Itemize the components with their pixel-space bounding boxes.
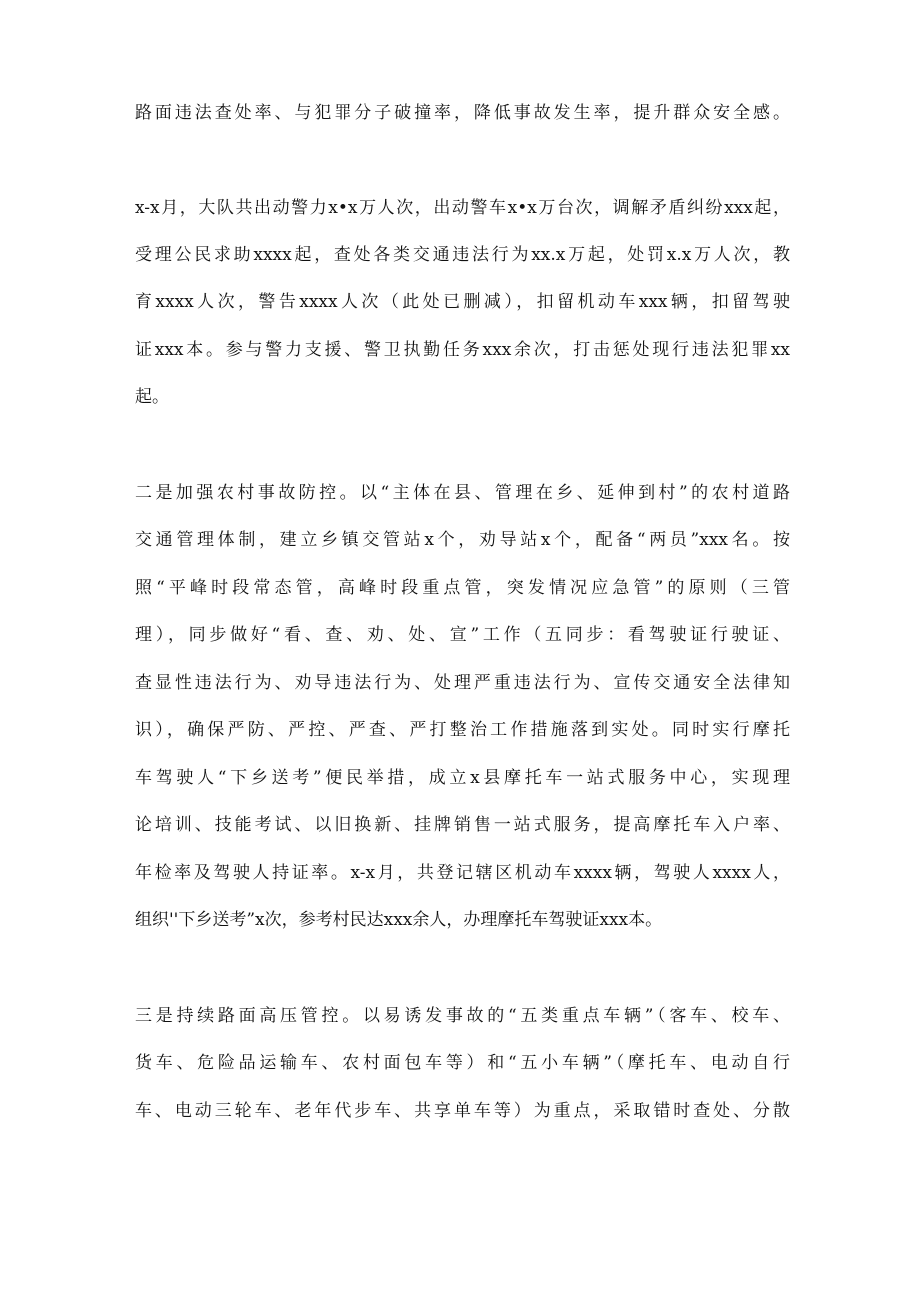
paragraph-line: 三是持续路面高压管控。以易诱发事故的“五类重点车辆”（客车、校车、 <box>135 1006 790 1026</box>
paragraph-line: 起。 <box>135 387 169 407</box>
paragraph-line: 受理公民求助xxxx起，查处各类交通违法行为xx.x万起，处罚x.x万人次，教 <box>135 245 790 265</box>
paragraph-line: 证xxx本。参与警力支援、警卫执勤任务xxx余次，打击惩处现行违法犯罪xx <box>135 340 790 360</box>
paragraph-line: 照“平峰时段常态管，高峰时段重点管，突发情况应急管”的原则（三管 <box>135 578 790 598</box>
paragraph-line: 年检率及驾驶人持证率。x-x月，共登记辖区机动车xxxx辆，驾驶人xxxx人， <box>135 863 790 883</box>
paragraph-line: 车、电动三轮车、老年代步车、共享单车等）为重点，采取错时查处、分散 <box>135 1101 790 1121</box>
paragraph-line: 货车、危险品运输车、农村面包车等）和“五小车辆”（摩托车、电动自行 <box>135 1053 790 1073</box>
paragraph-line: 查显性违法行为、劝导违法行为、处理严重违法行为、宣传交通安全法律知 <box>135 673 790 693</box>
paragraph-line: x-x月，大队共出动警力x•x万人次，出动警车x•x万台次，调解矛盾纠纷xxx起， <box>135 198 790 218</box>
paragraph-line: 理），同步做好“看、查、劝、处、宣”工作（五同步：看驾驶证行驶证、 <box>135 625 790 645</box>
paragraph-line: 路面违法查处率、与犯罪分子破撞率，降低事故发生率，提升群众安全感。 <box>135 103 790 123</box>
paragraph-line: 组织''下乡送考”x次，参考村民达xxx余人，办理摩托车驾驶证xxx本。 <box>135 910 663 930</box>
paragraph-line: 识），确保严防、严控、严查、严打整治工作措施落到实处。同时实行摩托 <box>135 720 790 740</box>
paragraph-line: 论培训、技能考试、以旧换新、挂牌销售一站式服务，提高摩托车入户率、 <box>135 815 790 835</box>
paragraph-line: 育xxxx人次，警告xxxx人次（此处已删减），扣留机动车xxx辆，扣留驾驶 <box>135 292 790 312</box>
paragraph-line: 交通管理体制，建立乡镇交管站x个，劝导站x个，配备“两员”xxx名。按 <box>135 530 790 550</box>
paragraph-line: 二是加强农村事故防控。以“主体在县、管理在乡、延伸到村”的农村道路 <box>135 483 790 503</box>
paragraph-line: 车驾驶人“下乡送考”便民举措，成立x县摩托车一站式服务中心，实现理 <box>135 768 790 788</box>
